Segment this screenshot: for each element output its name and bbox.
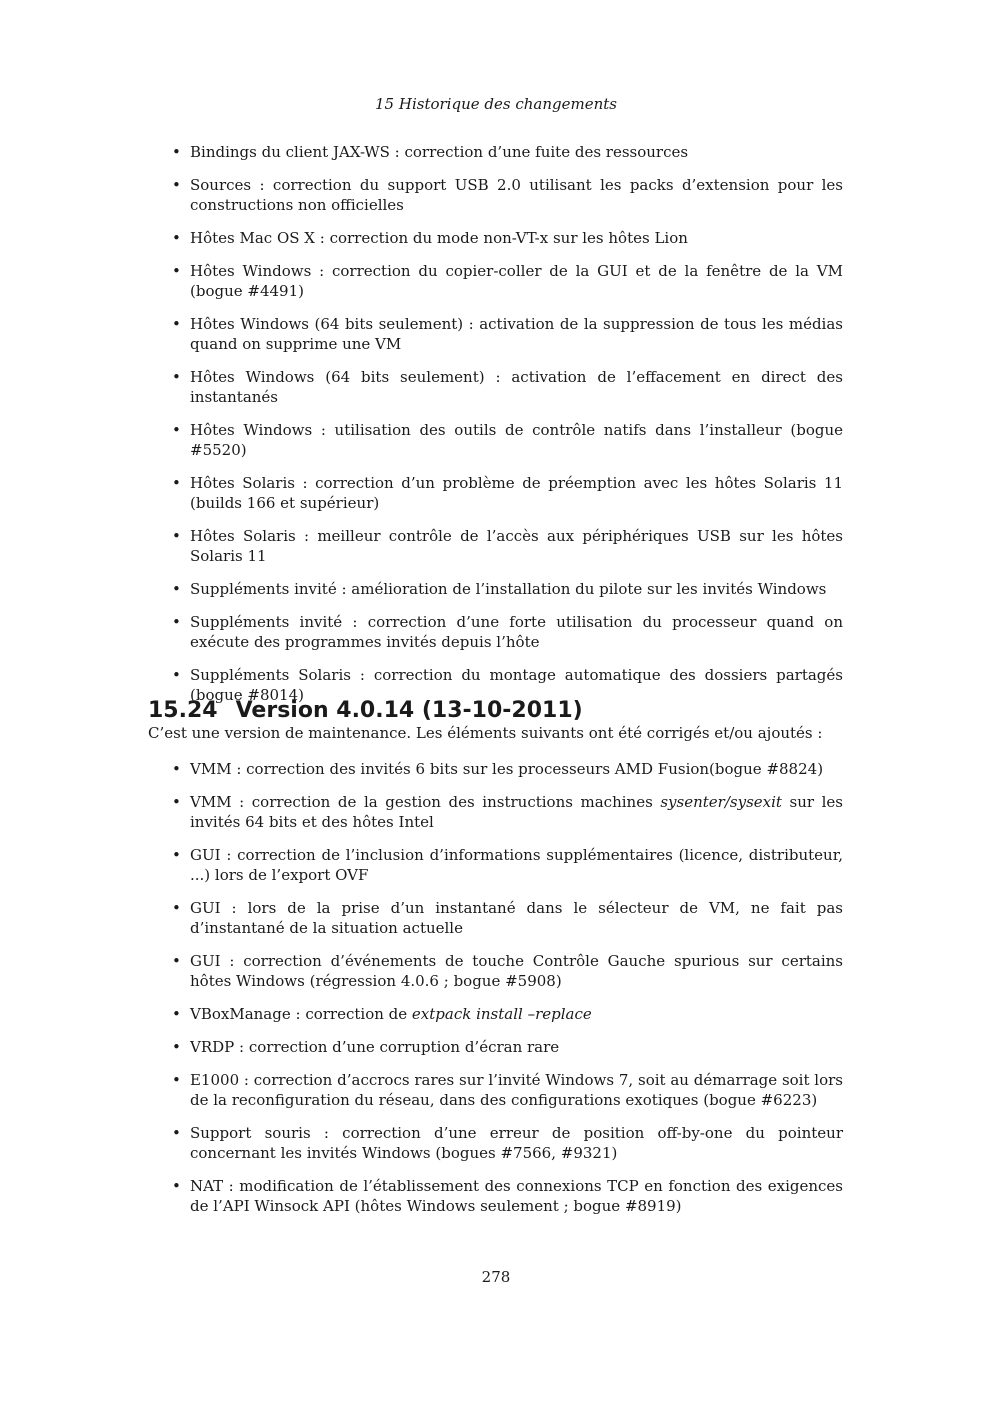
list-item (148, 1004, 843, 1024)
list-item (148, 1123, 843, 1163)
bullet-icon: • (172, 1177, 181, 1195)
list-item (148, 1070, 843, 1110)
list-item (148, 473, 843, 513)
bullet-icon: • (172, 474, 181, 492)
bullet-icon: • (172, 176, 181, 194)
list-item (148, 792, 843, 832)
bullet-icon: • (172, 1124, 181, 1142)
list-item (148, 420, 843, 460)
list-item-text: GUI : correction d’événements de touche Contrôle Gauche spurious sur certains hôtes Windows (régression 4.0.6 ; bogue #5908) (190, 952, 843, 990)
bullet-icon: • (172, 229, 181, 247)
list-item-emphasis: extpack install –replace (411, 1005, 592, 1023)
bullet-icon: • (172, 368, 181, 386)
list-item-text: VMM : correction des invités 6 bits sur les processeurs AMD Fusion(bogue #8824) (190, 760, 824, 778)
list-item-text: Hôtes Windows (64 bits seulement) : activation de la suppression de tous les médias quand on supprime une VM (190, 315, 843, 353)
list-item (148, 612, 843, 652)
section-heading (148, 696, 843, 726)
bullet-icon: • (172, 613, 181, 631)
list-item-text: Hôtes Windows : correction du copier-coller de la GUI et de la fenêtre de la VM (bogue #4491) (190, 262, 843, 300)
list-item-text-after: sur les invités 64 bits et des hôtes Intel (190, 793, 843, 831)
list-item-text: Hôtes Solaris : correction d’un problème de préemption avec les hôtes Solaris 11 (builds 166 et supérieur) (190, 474, 843, 512)
changelog-list-top (148, 142, 843, 718)
bullet-icon: • (172, 846, 181, 864)
list-item-text: Bindings du client JAX-WS : correction d’une fuite des ressources (190, 143, 689, 161)
list-item-text: NAT : modification de l’établissement des connexions TCP en fonction des exigences de l’API Winsock API (hôtes Windows seulement ; bogue #8919) (190, 1177, 843, 1215)
changelog-list-bottom (148, 759, 843, 1229)
list-item-text: GUI : correction de l’inclusion d’informations supplémentaires (licence, distributeur, ...) lors de l’export OVF (190, 846, 843, 884)
list-item (148, 261, 843, 301)
list-item-text: Hôtes Windows : utilisation des outils de contrôle natifs dans l’installeur (bogue #5520) (190, 421, 843, 459)
bullet-icon: • (172, 1005, 181, 1023)
list-item (148, 526, 843, 566)
bullet-icon: • (172, 315, 181, 333)
list-item-text-before: VBoxManage : correction de (190, 1005, 412, 1023)
list-item (148, 1176, 843, 1216)
list-item-text: E1000 : correction d’accrocs rares sur l’invité Windows 7, soit au démarrage soit lors de la reconfiguration du réseau, dans des configurations exotiques (bogue #6223) (190, 1071, 843, 1109)
section-intro: C’est une version de maintenance. Les éléments suivants ont été corrigés et/ou ajoutés : (148, 724, 823, 742)
list-item-text-before: VMM : correction de la gestion des instructions machines (190, 793, 661, 811)
list-item-text: Suppléments invité : correction d’une forte utilisation du processeur quand on exécute des programmes invités depuis l’hôte (190, 613, 843, 651)
list-item-text: Hôtes Mac OS X : correction du mode non-VT-x sur les hôtes Lion (190, 229, 688, 247)
bullet-icon: • (172, 421, 181, 439)
list-item (148, 314, 843, 354)
page-number: 278 (481, 1268, 511, 1286)
list-item-text: Suppléments Solaris : correction du montage automatique des dossiers partagés (bogue #8014) (190, 666, 843, 704)
list-item (148, 845, 843, 885)
list-item-text: Suppléments invité : amélioration de l’installation du pilote sur les invités Windows (190, 580, 827, 598)
running-header: 15 Historique des changements (375, 95, 617, 113)
bullet-icon: • (172, 1038, 181, 1056)
bullet-icon: • (172, 666, 181, 684)
list-item (148, 142, 843, 162)
list-item-text: Hôtes Windows (64 bits seulement) : activation de l’effacement en direct des instantanés (190, 368, 843, 406)
bullet-icon: • (172, 143, 181, 161)
list-item-text: Sources : correction du support USB 2.0 utilisant les packs d’extension pour les constructions non officielles (190, 176, 843, 214)
bullet-icon: • (172, 952, 181, 970)
list-item-text: Support souris : correction d’une erreur de position off-by-one du pointeur concernant les invités Windows (bogues #7566, #9321) (190, 1124, 843, 1162)
bullet-icon: • (172, 899, 181, 917)
bullet-icon: • (172, 262, 181, 280)
bullet-icon: • (172, 527, 181, 545)
bullet-icon: • (172, 793, 181, 811)
list-item (148, 228, 843, 248)
list-item-text: Hôtes Solaris : meilleur contrôle de l’accès aux périphériques USB sur les hôtes Solaris 11 (190, 527, 843, 565)
list-item (148, 579, 843, 599)
bullet-icon: • (172, 760, 181, 778)
list-item (148, 367, 843, 407)
list-item (148, 759, 843, 779)
list-item (148, 898, 843, 938)
list-item-emphasis: sysenter/sysexit (660, 793, 782, 811)
list-item-text: GUI : lors de la prise d’un instantané dans le sélecteur de VM, ne fait pas d’instantané de la situation actuelle (190, 899, 843, 937)
bullet-icon: • (172, 1071, 181, 1089)
list-item (148, 175, 843, 215)
bullet-icon: • (172, 580, 181, 598)
section-number: 15.24 (148, 698, 218, 724)
section-title: Version 4.0.14 (13-10-2011) (235, 698, 583, 724)
list-item-text: VRDP : correction d’une corruption d’écran rare (190, 1038, 560, 1056)
list-item (148, 951, 843, 991)
list-item (148, 1037, 843, 1057)
